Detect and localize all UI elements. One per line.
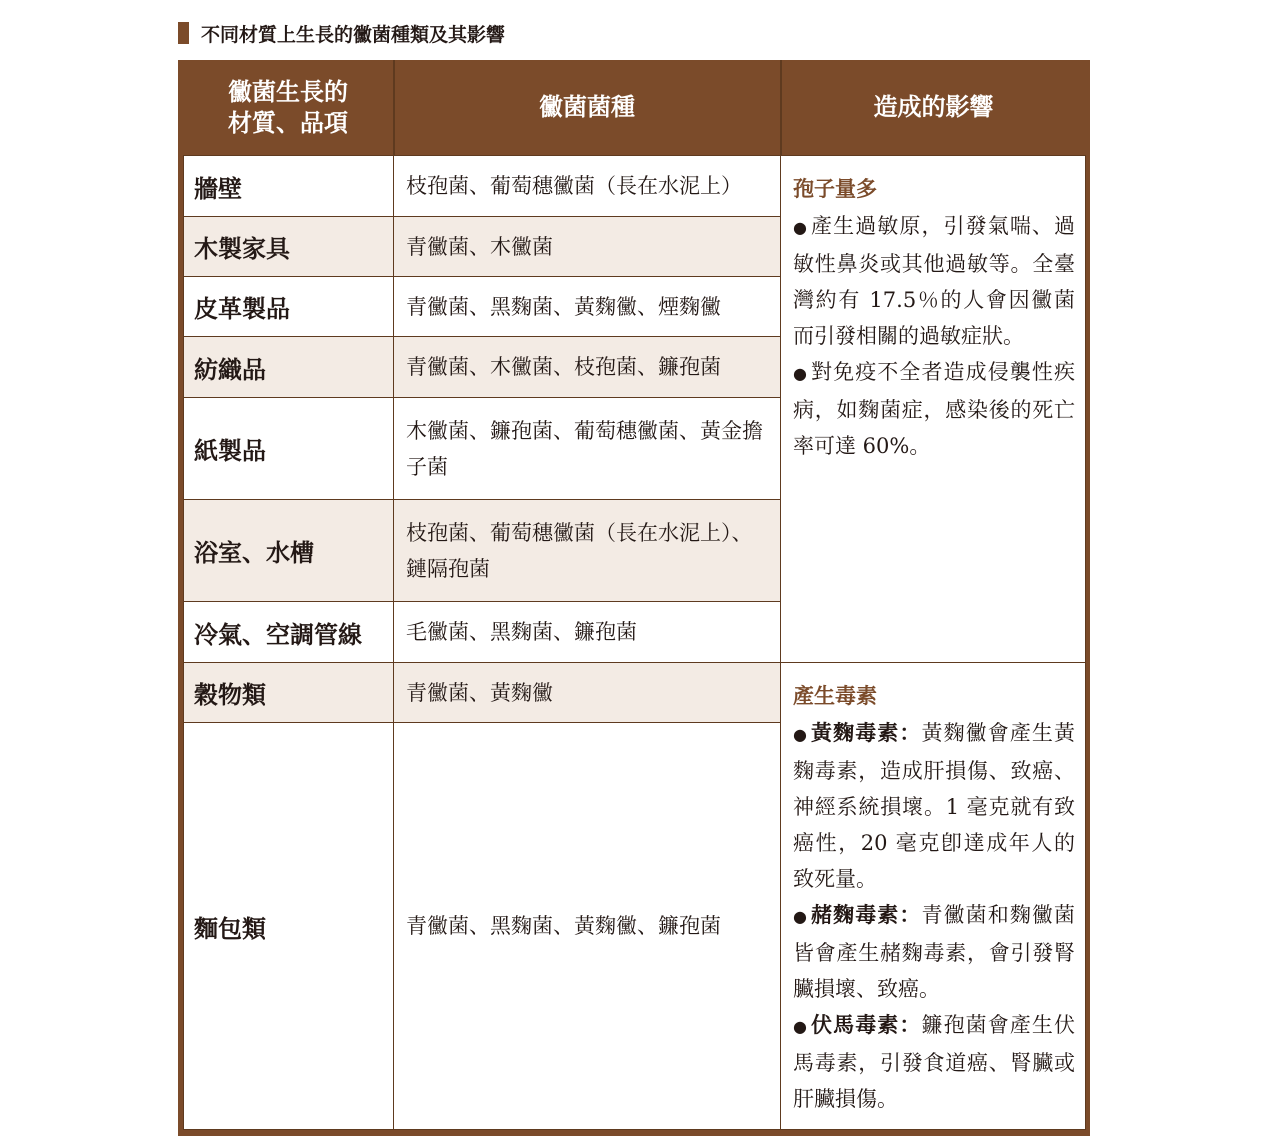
- material-cell: 冷氣、空調管線: [184, 602, 394, 663]
- impact-title: 產生毒素: [793, 684, 877, 708]
- impact-text: 對免疫不全者造成侵襲性疾病，如麴菌症，感染後的死亡率可達 60%。: [793, 360, 1075, 458]
- page-title-text: 不同材質上生長的黴菌種類及其影響: [201, 23, 506, 46]
- table-row: [184, 156, 1086, 217]
- header-impact: 造成的影響: [781, 60, 1086, 156]
- fungi-cell: 毛黴菌、黑麴菌、鐮孢菌: [394, 602, 781, 663]
- bullet-icon: ●: [793, 1017, 809, 1036]
- fungi-cell: 木黴菌、鐮孢菌、葡萄穗黴菌、黃金擔子菌: [394, 398, 781, 500]
- fungi-cell: 枝孢菌、葡萄穗黴菌（長在水泥上）、鏈隔孢菌: [394, 500, 781, 602]
- page-title: [178, 20, 505, 46]
- fungi-cell: 青黴菌、黃麴黴: [394, 663, 781, 723]
- header-material: [184, 60, 394, 156]
- toxin-term: 黃麴毒素：: [811, 721, 922, 745]
- bullet-icon: ●: [793, 364, 809, 383]
- toxin-term: 伏馬毒素：: [811, 1013, 922, 1037]
- impact-item: [793, 354, 1075, 464]
- material-cell: 皮革製品: [184, 277, 394, 337]
- material-cell: 麵包類: [184, 723, 394, 1130]
- impact-text: 青黴菌和麴黴菌皆會產生赭麴毒素，會引發腎臟損壞、致癌。: [793, 903, 1075, 1001]
- impact-cell-spores: [781, 156, 1086, 663]
- bullet-icon: ●: [793, 725, 809, 744]
- table-header-row: [184, 60, 1086, 156]
- bullet-icon: ●: [793, 218, 809, 237]
- impact-text: 黃麴黴會產生黃麴毒素，造成肝損傷、致癌、神經系統損壞。1 毫克就有致癌性，20 毫克卽達成年人的致死量。: [793, 721, 1075, 891]
- material-cell: 牆壁: [184, 156, 394, 217]
- fungi-cell: 青黴菌、木黴菌: [394, 217, 781, 277]
- material-cell: 木製家具: [184, 217, 394, 277]
- impact-item: [793, 1007, 1075, 1117]
- fungi-cell: 青黴菌、黑麴菌、黃麴黴、煙麴黴: [394, 277, 781, 337]
- material-cell: 紙製品: [184, 398, 394, 500]
- bullet-icon: ●: [793, 907, 809, 926]
- material-cell: 紡織品: [184, 337, 394, 398]
- header-fungi: 黴菌菌種: [394, 60, 781, 156]
- mold-table-frame: [178, 60, 1090, 1136]
- impact-item: [793, 897, 1075, 1007]
- impact-title: 孢子量多: [793, 177, 877, 201]
- fungi-cell: 青黴菌、黑麴菌、黃麴黴、鐮孢菌: [394, 723, 781, 1130]
- impact-text: 鐮孢菌會產生伏馬毒素，引發食道癌、腎臟或肝臟損傷。: [793, 1013, 1075, 1111]
- impact-item: [793, 208, 1075, 354]
- toxin-term: 赭麴毒素：: [811, 903, 922, 927]
- fungi-cell: 青黴菌、木黴菌、枝孢菌、鐮孢菌: [394, 337, 781, 398]
- title-marker: [178, 22, 189, 44]
- material-cell: 穀物類: [184, 663, 394, 723]
- impact-cell-toxins: [781, 663, 1086, 1130]
- table-row: [184, 663, 1086, 723]
- header-material-line2: 材質、品項: [228, 108, 348, 137]
- material-cell: 浴室、水槽: [184, 500, 394, 602]
- impact-text: 產生過敏原，引發氣喘、過敏性鼻炎或其他過敏等。全臺灣約有 17.5％的人會因黴菌而引發相關的過敏症狀。: [793, 214, 1075, 348]
- mold-table: [183, 60, 1086, 1130]
- header-material-line1: 黴菌生長的: [228, 77, 348, 106]
- fungi-cell: 枝孢菌、葡萄穗黴菌（長在水泥上）: [394, 156, 781, 217]
- impact-item: [793, 715, 1075, 897]
